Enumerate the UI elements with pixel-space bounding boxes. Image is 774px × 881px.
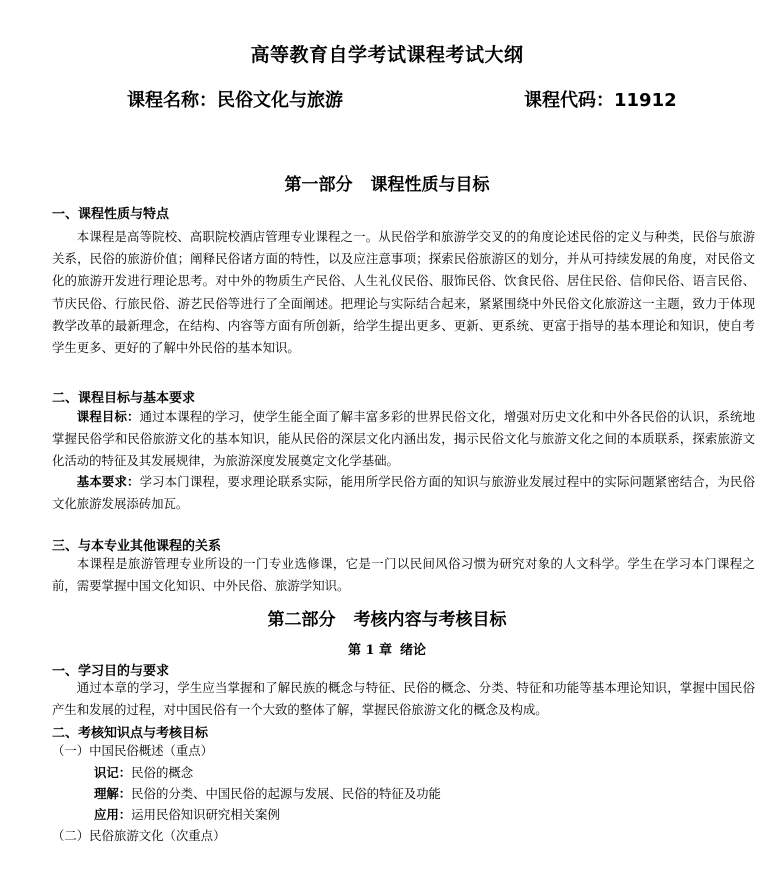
part1-title-text: 课程性质与目标 (370, 175, 490, 195)
section-heading-nature: 一、课程性质与特点 (52, 207, 170, 222)
topic-overview: （一）中国民俗概述（重点） (52, 743, 214, 758)
understand-label: 理解： (94, 786, 132, 801)
course-code: 课程代码：11912 (524, 90, 677, 111)
paragraph-requirements (52, 471, 755, 515)
recognize-item (94, 763, 193, 781)
paragraph-relations: 本课程是旅游管理专业所设的一门专业选修课，它是一门以民间风俗习惯为研究对象的人文科学。学生在学习本门课程之前，需要掌握中国文化知识、中外民俗、旅游学知识。 (52, 556, 755, 594)
understand-item (94, 784, 441, 802)
paragraph-nature: 本课程是高等院校、高职院校酒店管理专业课程之一。从民俗学和旅游学交叉的的角度论述民俗的定义与种类，民俗与旅游关系，民俗的旅游价值；阐释民俗诸方面的特性，以及应注意事项；探索民俗旅游区的划分，并从可持续发展的角度，对民俗文化的旅游开发进行理论思考。对中外的物质生产民俗、人生礼仪民俗、服饰民俗、饮食民俗、居住民俗、信仰民俗、语言民俗、节庆民俗、行旅民俗、游艺民俗等进行了全面阐述。把理论与实际结合起来，紧紧围绕中外民俗文化旅游这一主题，致力于体现教学改革的最新理念，在结构、内容等方面有所创新，给学生提出更多、更新、更系统、更富于指导的基本理论和知识，使自考学生更多、更好的了解中外民俗的基本知识。 (52, 229, 755, 356)
part2-title-text: 考核内容与考核目标 (353, 610, 507, 630)
part1-label: 第一部分 (284, 175, 353, 195)
requirements-text: 学习本门课程，要求理论联系实际，能用所学民俗方面的知识与旅游业发展过程中的实际问题紧密结合，为民俗文化旅游发展添砖加瓦。 (52, 474, 755, 512)
course-info-row (0, 86, 774, 114)
goal-text: 通过本课程的学习，使学生能全面了解丰富多彩的世界民俗文化，增强对历史文化和中外各民俗的认识，系统地掌握民俗学和民俗旅游文化的基本知识，能从民俗的深层文化内涵出发，揭示民俗文化与旅游文化之间的本质联系，探索旅游文化活动的特征及其发展规律，为旅游深度发展奠定文化学基础。 (52, 409, 755, 469)
section-heading-goals: 二、课程目标与基本要求 (52, 391, 196, 406)
chapter-title-text: 绪论 (400, 643, 427, 658)
apply-item (94, 805, 280, 823)
goal-label: 课程目标： (76, 409, 140, 424)
section-heading-relations: 三、与本专业其他课程的关系 (52, 539, 222, 554)
recognize-label: 识记： (94, 765, 132, 780)
course-name: 课程名称：民俗文化与旅游 (127, 90, 343, 111)
chapter-label: 第 1 章 (347, 643, 393, 658)
part2-label: 第二部分 (267, 610, 336, 630)
topic-folk-tourism: （二）民俗旅游文化（次重点） (52, 828, 226, 843)
paragraph-goals (52, 406, 755, 473)
part2-title (0, 605, 774, 630)
section-heading-learning-objectives: 一、学习目的与要求 (52, 664, 170, 679)
document-title: 高等教育自学考试课程考试大纲 (250, 44, 524, 66)
requirements-label: 基本要求： (76, 474, 140, 489)
apply-label: 应用： (94, 807, 132, 822)
part1-title (0, 170, 774, 195)
chapter-title (0, 639, 774, 658)
paragraph-learning-objectives: 通过本章的学习，学生应当掌握和了解民族的概念与特征、民俗的概念、分类、特征和功能等基本理论知识，掌握中国民俗产生和发展的过程，对中国民俗有一个大致的整体了解，掌握民俗旅游文化的概念及构成。 (52, 680, 755, 718)
recognize-text: 民俗的概念 (131, 765, 194, 780)
understand-text: 民俗的分类、中国民俗的起源与发展、民俗的特征及功能 (131, 786, 441, 801)
section-heading-assessment: 二、考核知识点与考核目标 (52, 726, 209, 741)
apply-text: 运用民俗知识研究相关案例 (131, 807, 280, 822)
